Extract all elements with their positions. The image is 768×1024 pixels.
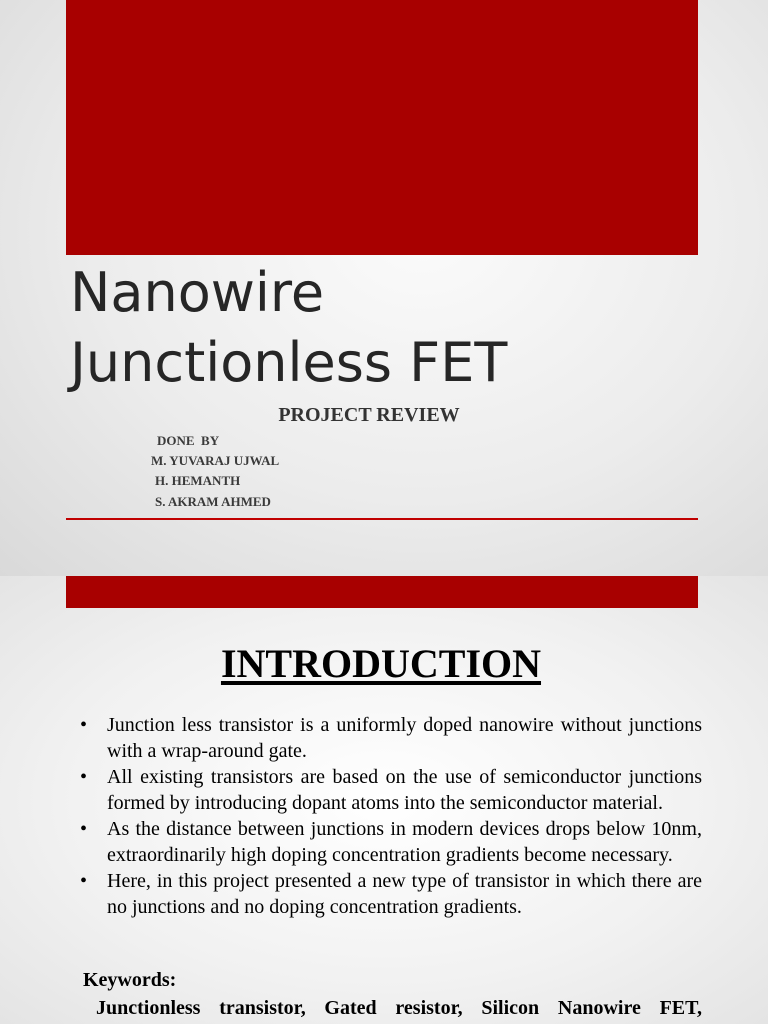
bullet-dot-icon: • <box>80 818 88 840</box>
slide-title-text <box>70 258 710 398</box>
divider-rule <box>66 518 698 520</box>
bullet-dot-icon: • <box>80 870 88 892</box>
bullet-list <box>80 712 702 920</box>
list-item-text: Junction less transistor is a uniformly doped nanowire without junctions with a wrap-around gate. <box>107 714 702 762</box>
header-accent-block <box>66 576 698 608</box>
bullet-dot-icon: • <box>80 766 88 788</box>
list-item <box>80 764 702 816</box>
title-line-2: Junctionless FET <box>70 331 508 394</box>
slide-subtitle: PROJECT REVIEW <box>278 404 460 426</box>
list-item <box>80 868 702 920</box>
list-item-text: As the distance between junctions in modern devices drops below 10nm, extraordinarily high doping concentration gradients become necessary. <box>107 818 702 866</box>
keywords-label: Keywords: <box>83 969 177 991</box>
list-item-text: All existing transistors are based on the use of semiconductor junctions formed by introducing dopant atoms into the semiconductor material. <box>107 766 702 814</box>
author-name: S. AKRAM AHMED <box>155 494 271 509</box>
list-item <box>80 712 702 764</box>
bullet-dot-icon: • <box>80 714 88 736</box>
title-line-1: Nanowire <box>70 261 325 324</box>
header-accent-block <box>66 0 698 255</box>
list-item-text: Here, in this project presented a new type of transistor in which there are no junctions and no doping concentration gradients. <box>107 870 702 918</box>
section-heading: INTRODUCTION <box>220 641 542 686</box>
list-item <box>80 816 702 868</box>
author-name: M. YUVARAJ UJWAL <box>151 453 280 468</box>
slide-introduction <box>0 576 768 1024</box>
author-name: H. HEMANTH <box>155 473 241 488</box>
keywords-text: Junctionless transistor, Gated resistor, Silicon Nanowire FET, <box>96 997 702 1019</box>
credits-label: DONE BY <box>157 433 220 448</box>
